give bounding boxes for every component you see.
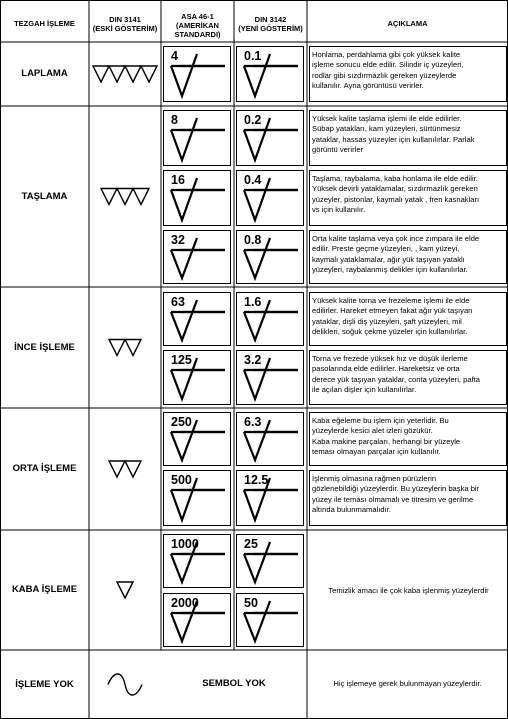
asa-cell-value: 500 [171, 473, 192, 487]
description-line: derece yük taşıyan yataklar, conta yüzeyleri, pafta [312, 374, 480, 384]
header-din3141 [89, 15, 161, 33]
din-cell-value: 12.5 [244, 473, 269, 487]
description-line: yüzeyler, pistonlar, kaymalı yatak , fren kasnakları [312, 194, 480, 204]
asa-cell-value: 63 [171, 295, 185, 309]
description-line: Yüksek kalite torna ve frezeleme işlemi ile elde [312, 296, 470, 305]
description-line: gözlenebildiği yüzeylerdir. Bu yüzeylerin başka bir [312, 484, 480, 494]
description-text [312, 50, 505, 91]
header-din3141-line1: DIN 3141 [109, 15, 141, 24]
header-asa-line2: (AMERİKAN [176, 21, 219, 30]
finish-triangle-icon [109, 340, 125, 356]
finish-triangle-icon [141, 66, 157, 82]
finish-triangle-icon [125, 340, 141, 356]
description-line: vs için kullanılır. [312, 204, 366, 214]
description-text [312, 114, 505, 155]
description-line: teması olmayan parçalar için kullanılır. [312, 446, 441, 456]
asa-cell-value: 125 [171, 353, 192, 367]
description-line: kaymalı yataklamalar, ağır yük taşıyan yataklı [312, 254, 465, 264]
description-text [312, 354, 505, 395]
no-symbol-label: SEMBOL YOK [202, 678, 266, 689]
no-process-description: Hiç işlemeye gerek bulunmayan yüzeylerdir. [333, 679, 482, 688]
description-line: Taşlama, raybalama, kaba honlama ile elde edilir. [312, 174, 478, 183]
description-line: Yüksek devirli yataklamalar, sızdırmazlık gereken [312, 184, 478, 194]
din-cell-value: 25 [244, 537, 258, 551]
process-label: İŞLEME YOK [15, 678, 74, 690]
asa-cell-value: 16 [171, 173, 185, 187]
asa-cell-value: 1000 [171, 537, 199, 551]
header-din3142-line1: DIN 3142 [254, 15, 287, 24]
description-line: edilir. Preste geçme yüzeyleri, , kam yüzeyi, [312, 244, 460, 254]
din-cell-value: 0.8 [244, 233, 262, 247]
description-line: yataklar, hassas yüzeyler için kullanılırlar. Parlak [312, 134, 475, 144]
header-din3141-line2: (ESKİ GÖSTERİM) [92, 24, 158, 33]
finish-triangle-icon [117, 582, 133, 598]
process-label: İNCE İŞLEME [14, 341, 75, 353]
description-line: Yüksek kalite taşlama işlemi ile elde edilirler. [312, 114, 462, 123]
description-line: yataklar, dişli diş yüzeyleri, şaft yüzeyleri, mil [312, 316, 462, 326]
description-line: pasolarında elde edilirler. Hareketsiz ve orta [312, 364, 460, 374]
asa-cell-value: 4 [171, 49, 178, 63]
description-line: görüntü verirler [312, 144, 364, 154]
description-line: altında bulunmamalıdır. [312, 504, 391, 514]
din-cell-value: 50 [244, 596, 258, 610]
header-process: TEZGAH İŞLEME [14, 19, 75, 28]
description-text [312, 416, 505, 457]
process-label: TAŞLAMA [21, 190, 68, 202]
description-line: Honlama, perdahlama gibi çok yüksek kalite [312, 50, 461, 59]
asa-cell-value: 32 [171, 233, 185, 247]
finish-triangle-icon [125, 461, 141, 477]
asa-cell-value: 250 [171, 415, 192, 429]
description-line: yüzeyleri, raybalanmış delikler için kullanılırlar. [312, 264, 468, 274]
header-din3142-line2: (YENİ GÖSTERİM) [238, 24, 303, 33]
kaba-description: Temizlik amacı ile çok kaba işlenmiş yüzeylerdir [328, 586, 489, 595]
description-text [312, 474, 505, 515]
description-line: delikleri, soğuk çekme yüzeler için kullanılırlar. [312, 326, 468, 336]
asa-cell-value: 2000 [171, 596, 199, 610]
header-description: AÇIKLAMA [387, 19, 428, 28]
process-label: LAPLAMA [21, 68, 68, 79]
description-line: İşlenmiş olmasına rağmen pürüzlerin [312, 474, 437, 483]
din-cell-value: 6.3 [244, 415, 262, 429]
din-cell-value: 0.1 [244, 49, 262, 63]
process-label: KABA İŞLEME [11, 584, 78, 595]
tilde-wave-icon [108, 674, 142, 695]
process-label: ORTA İŞLEME [12, 463, 77, 474]
finish-triangle-icon [101, 189, 117, 205]
description-line: kullanılır. Ayna görüntüsü verirler. [312, 80, 424, 90]
header-din3142 [234, 15, 307, 33]
description-line: Kaba makine parçaları, herhangi bir yüzeyle [312, 436, 461, 446]
finish-triangle-icon [117, 189, 133, 205]
finish-triangle-icon [93, 66, 109, 82]
finish-triangle-icon [125, 66, 141, 82]
description-line: rodlar gibi sızdırmazlık gereken yüzeylerde [312, 70, 457, 80]
description-text [312, 234, 505, 275]
description-line: Kaba eğeleme bu işlem için yeterlidir. Bu [312, 416, 449, 425]
finish-triangle-icon [109, 461, 125, 477]
header-asa-line1: ASA 46-1 [181, 12, 214, 21]
description-line: yüzey ile teması olmamalı ve titresim ve gerilme [312, 494, 474, 504]
din-cell-value: 0.4 [244, 173, 262, 187]
description-line: yüzeylerde kesici alet izleri gözükür. [312, 426, 433, 436]
din-cell-value: 1.6 [244, 295, 262, 309]
finish-triangle-icon [109, 66, 125, 82]
asa-cell-value: 8 [171, 113, 178, 127]
description-line: Sübap yatakları, kam yüzeyleri, sürtünmesiz [312, 124, 461, 134]
finish-triangle-icon [133, 189, 149, 205]
header-asa-line3: STANDARDI) [174, 30, 221, 39]
description-line: Orta kalite taşlama veya çok ince zımpara ile elde [312, 234, 480, 243]
description-line: ile açılan dişler için kullanılırlar. [312, 384, 417, 394]
description-line: edilirler. Hareket etmeyen fakat ağır yük taşıyan [312, 306, 473, 316]
description-text [312, 174, 505, 215]
din-cell-value: 0.2 [244, 113, 262, 127]
header-asa [161, 12, 234, 39]
description-text [312, 296, 505, 337]
description-line: işleme sonucu elde edilir. Silindir iç yüzeyleri, [312, 60, 464, 70]
description-line: Torna ve frezede yüksek hız ve düşük ilerleme [312, 354, 468, 363]
din-cell-value: 3.2 [244, 353, 262, 367]
